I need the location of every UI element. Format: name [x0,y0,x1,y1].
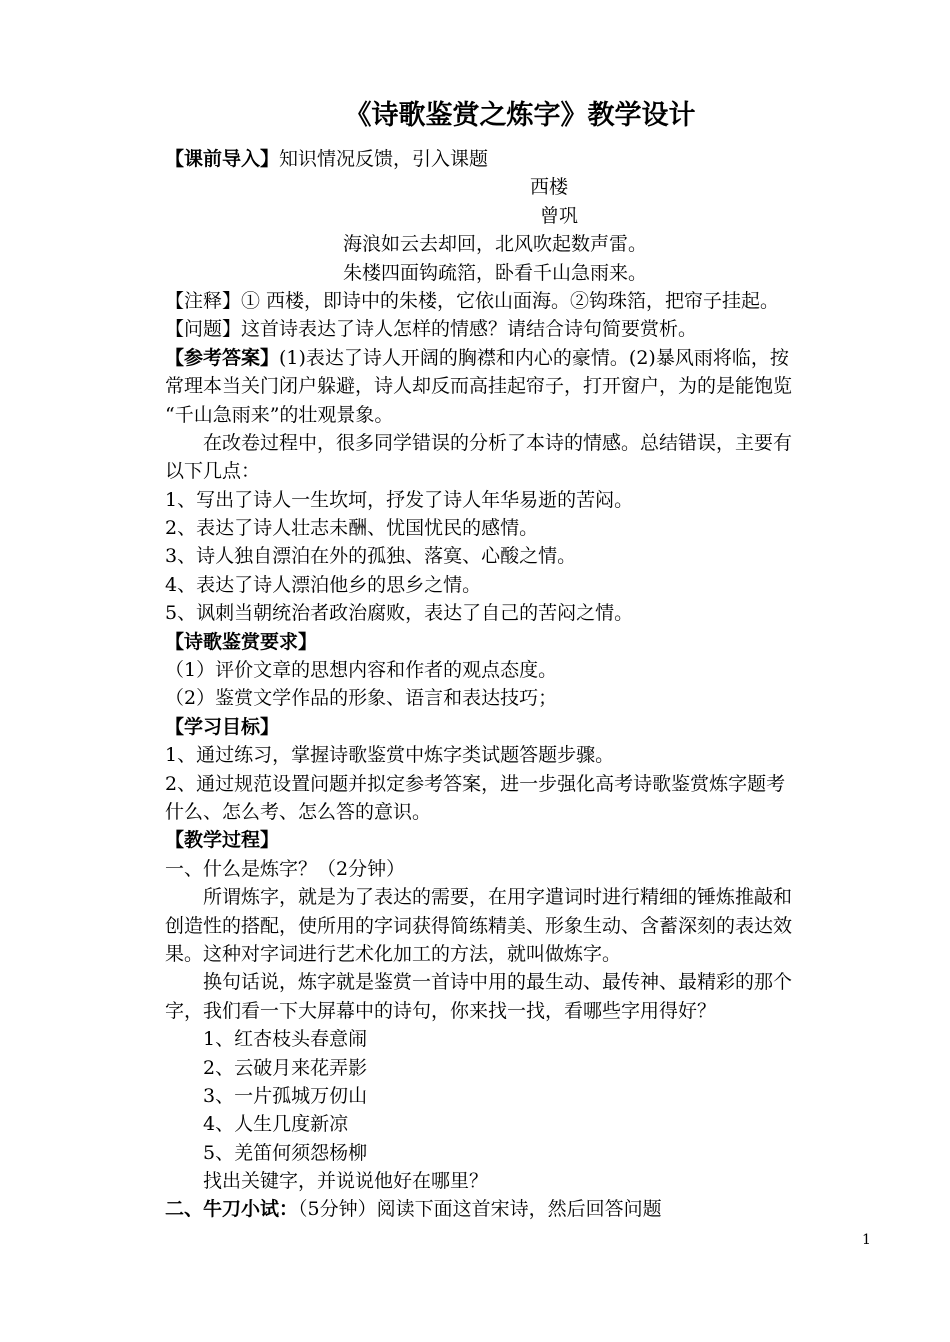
requirement-item: （1）评价文章的思想内容和作者的观点态度。 [165,659,558,682]
process-paragraph-line: 所谓炼字，就是为了表达的需要，在用字遣词时进行精细的锤炼推敲和 [203,886,793,909]
error-item: 2、表达了诗人壮志未酬、忧国忧民的感情。 [165,517,539,540]
requirements-heading: 【诗歌鉴赏要求】 [165,630,318,653]
answer-line [165,344,878,372]
error-item: 5、讽刺当朝统治者政治腐败，表达了自己的苦闷之情。 [165,602,634,625]
example-item: 1、红杏枝头春意闹 [203,1028,368,1051]
page-number: 1 [862,1232,871,1248]
error-item: 1、写出了诗人一生坎坷，抒发了诗人年华易逝的苦闷。 [165,488,634,511]
document-body [165,145,878,1224]
goal-line: 什么、怎么考、怎么答的意识。 [165,800,432,823]
example-item: 2、云破月来花弄影 [203,1056,368,1079]
intro-text: 知识情况反馈，引入课题 [279,148,489,170]
error-item: 4、表达了诗人漂泊他乡的思乡之情。 [165,573,482,596]
intro-line [165,145,878,173]
process-paragraph-line: 字，我们看一下大屏幕中的诗句，你来找一找，看哪些字用得好？ [165,999,717,1022]
answer-line: “千山急雨来”的壮观景象。 [165,403,394,426]
example-item: 5、羌笛何须怨杨柳 [203,1141,368,1164]
process-subheading: 一、什么是炼字？（2分钟） [165,857,406,880]
intro-label: 【课前导入】 [165,148,280,170]
example-item: 3、一片孤城万仞山 [203,1084,368,1107]
sub2-label: 二、牛刀小试： [165,1198,299,1221]
example-prompt: 找出关键字，并说说他好在哪里？ [203,1170,489,1193]
process-paragraph-line: 创造性的搭配，使所用的字词获得简练精美、形象生动、含蓄深刻的表达效 [165,914,793,937]
errors-intro-line: 以下几点： [165,460,261,483]
document-title: 《诗歌鉴赏之炼字》教学设计 [344,100,696,131]
poem-line: 朱楼四面钩疏箔，卧看千山急雨来。 [343,261,648,284]
example-item: 4、人生几度新凉 [203,1113,349,1136]
answer-text: (1)表达了诗人开阔的胸襟和内心的豪情。(2)暴风雨将临，按 [279,346,789,369]
note-line: 【注释】① 西楼，即诗中的朱楼，它依山面海。②钩珠箔，把帘子挂起。 [165,289,780,312]
process-subheading-2 [165,1195,878,1223]
question-line: 【问题】这首诗表达了诗人怎样的情感？请结合诗句简要赏析。 [165,318,698,341]
answer-line: 常理本当关门闭户躲避，诗人却反而高挂起帘子，打开窗户，为的是能饱览 [165,375,793,398]
poem-line: 海浪如云去却回，北风吹起数声雷。 [343,233,648,256]
sub2-text: （5分钟）阅读下面这首宋诗，然后回答问题 [298,1198,662,1221]
goal-line: 1、通过练习，掌握诗歌鉴赏中炼字类试题答题步骤。 [165,744,615,767]
goal-line: 2、通过规范设置问题并拟定参考答案，进一步强化高考诗歌鉴赏炼字题考 [165,772,786,795]
answer-label: 【参考答案】 [165,346,280,369]
process-paragraph-line: 换句话说，炼字就是鉴赏一首诗中用的最生动、最传神、最精彩的那个 [203,971,793,994]
errors-intro-line: 在改卷过程中，很多同学错误的分析了本诗的情感。总结错误，主要有 [203,431,793,454]
poem-title: 西楼 [530,176,569,199]
error-item: 3、诗人独自漂泊在外的孤独、落寞、心酸之情。 [165,545,577,568]
process-heading: 【教学过程】 [165,829,280,852]
poem-author: 曾巩 [540,204,579,227]
goals-heading: 【学习目标】 [165,715,280,738]
process-paragraph-line: 果。这种对字词进行艺术化加工的方法，就叫做炼字。 [165,942,622,965]
requirement-item: （2）鉴赏文学作品的形象、语言和表达技巧； [165,687,558,710]
